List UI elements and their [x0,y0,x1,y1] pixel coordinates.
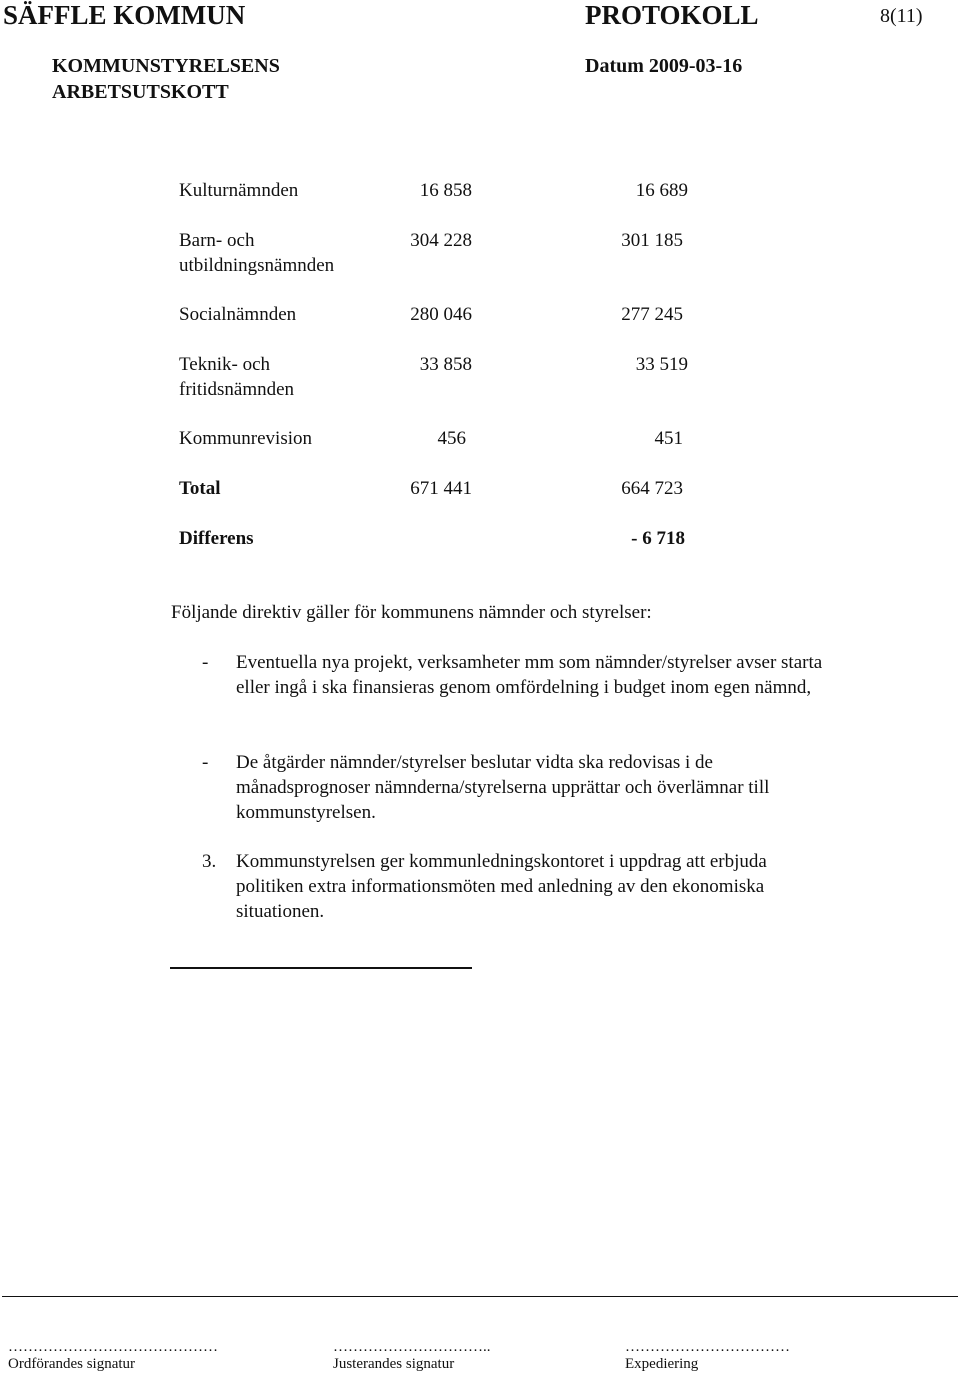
row-label: Total [179,478,221,499]
directive-intro: Följande direktiv gäller för kommunens nämnder och styrelser: [171,602,652,623]
row-value-1: 33 858 [419,354,472,375]
footer-rule [2,1296,958,1297]
row-value-2: - 6 718 [631,528,685,549]
row-value-2: 664 723 [621,478,683,499]
committee-name-line2: ARBETSUTSKOTT [52,81,229,103]
row-label: Barn- och utbildningsnämnden [179,230,335,276]
row-value-1: 456 [437,428,466,449]
row-value-1: 304 228 [410,230,472,251]
committee-name-line1: KOMMUNSTYRELSENS [52,55,280,77]
dispatch-label: Expediering [625,1356,699,1372]
row-value-1: 280 046 [410,304,472,325]
row-label: Socialnämnden [179,304,297,325]
adjuster-signature-label: Justerandes signatur [333,1356,455,1372]
document-date: Datum 2009-03-16 [585,55,743,77]
municipality-name: SÄFFLE KOMMUN [3,0,246,30]
list-item-text: De åtgärder nämnder/styrelser beslutar vidta ska redovisas i de månadsprognoser nämnderna/styrelserna upprättar och överlämnar till kommunstyrelsen. [236,752,770,823]
list-marker: - [202,752,209,773]
row-value-2: 16 689 [635,180,688,201]
row-value-2: 33 519 [635,354,688,375]
list-item-text: Kommunstyrelsen ger kommunledningskontoret i uppdrag att erbjuda politiken extra informationsmöten med anledning av den ekonomiska situationen. [236,851,767,922]
row-label: Kommunrevision [179,428,312,449]
row-value-2: 301 185 [621,230,683,251]
signature-line-chair: …………………………………… [8,1339,218,1355]
list-item-text: Eventuella nya projekt, verksamheter mm som nämnder/styrelser avser starta eller ingå i ska finansieras genom omfördelning i budget inom egen nämnd, [236,652,823,698]
list-marker: 3. [202,851,217,872]
chair-signature-label: Ordförandes signatur [8,1356,136,1372]
document-type: PROTOKOLL [585,0,759,30]
row-label: Teknik- och fritidsnämnden [179,354,295,400]
row-value-2: 277 245 [621,304,683,325]
page-number: 8(11) [880,5,923,27]
list-marker: - [202,652,209,673]
separator-line [170,967,472,969]
signature-line-dispatch: …………………………… [625,1339,790,1355]
signature-line-adjuster: ………………………….. [333,1339,491,1355]
row-value-1: 16 858 [419,180,472,201]
row-value-1: 671 441 [410,478,472,499]
row-label: Kulturnämnden [179,180,299,201]
row-label: Differens [179,528,254,549]
row-value-2: 451 [654,428,683,449]
